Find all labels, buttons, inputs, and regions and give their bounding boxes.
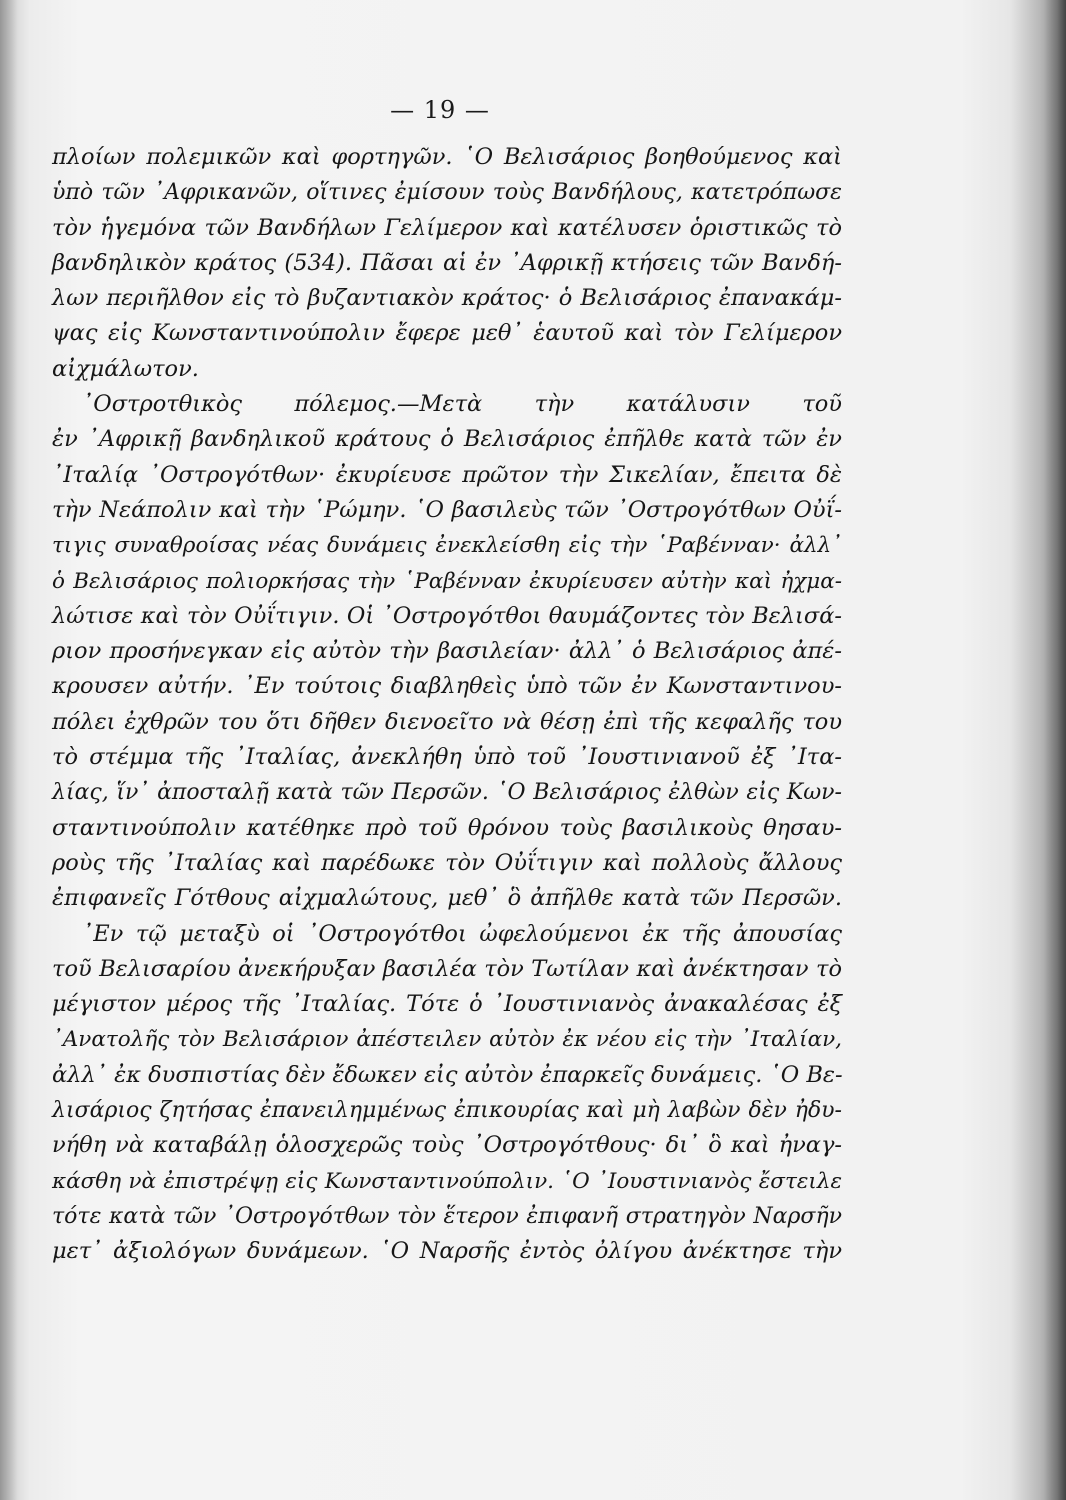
text-line: λίας, ἵν᾿ ἀποσταλῇ κατὰ τῶν Περσῶν. ῾Ο Βελισάριος ἐλθὼν εἰς Κων- [52,780,842,806]
text-line: πόλει ἐχθρῶν του ὅτι δῆθεν διενοεῖτο νὰ θέσῃ ἐπὶ τῆς κεφαλῆς του [52,708,842,735]
text-line: κρουσεν αὐτήν. ᾿Εν τούτοις διαβληθεὶς ὑπὸ τῶν ἐν Κωνσταντινου- [52,673,842,700]
text-line: ψας εἰς Κωνσταντινούπολιν ἔφερε μεθ᾿ ἑαυτοῦ καὶ τὸν Γελίμερον [52,320,842,347]
text-line: τὸ στέμμα τῆς ᾿Ιταλίας, ἀνεκλήθη ὑπὸ τοῦ ᾿Ιουστινιανοῦ ἐξ ᾿Ιτα- [52,744,842,771]
text-line: ᾿Ανατολῆς τὸν Βελισάριον ἀπέστειλεν αὐτὸν ἐκ νέου εἰς τὴν ᾿Ιταλίαν, [52,1027,842,1053]
text-line: ροὺς τῆς ᾿Ιταλίας καὶ παρέδωκε τὸν Οὐΐτιγιν καὶ πολλοὺς ἄλλους [52,849,842,876]
text-line: βανδηλικὸν κράτος (534). Πᾶσαι αἱ ἐν ᾿Αφρικῇ κτήσεις τῶν Βανδή- [52,249,842,276]
text-line: τότε κατὰ τῶν ᾿Οστρογότθων τὸν ἕτερον ἐπιφανῆ στρατηγὸν Ναρσῆν [52,1203,842,1229]
text-line: ριον προσήνεγκαν εἰς αὐτὸν τὴν βασιλείαν· ἀλλ᾿ ὁ Βελισάριος ἀπέ- [52,638,842,665]
text-line: ἀλλ᾿ ἐκ δυσπιστίας δὲν ἔδωκεν εἰς αὐτὸν ἐπαρκεῖς δυνάμεις. ῾Ο Βε- [52,1061,843,1088]
text-line: ᾿Ιταλίᾳ ᾿Οστρογότθων· ἐκυρίευσε πρῶτον τὴν Σικελίαν, ἔπειτα δὲ [52,461,842,488]
text-line: σταντινούπολιν κατέθηκε πρὸ τοῦ θρόνου τοὺς βασιλικοὺς θησαυ- [52,814,842,841]
body-text [52,140,842,1270]
text-line: τιγις συναθροίσας νέας δυνάμεις ἐνεκλείσθη εἰς τὴν ῾Ραβένναν· ἀλλ᾿ [52,533,842,559]
text-line: λισάριος ζητήσας ἐπανειλημμένως ἐπικουρίας καὶ μὴ λαβὼν δὲν ἠδυ- [52,1098,842,1124]
text-line: τὸν ἡγεμόνα τῶν Βανδήλων Γελίμερον καὶ κατέλυσεν ὁριστικῶς τὸ [52,214,842,241]
text-line: τὴν Νεάπολιν καὶ τὴν ῾Ρώμην. ῾Ο βασιλεὺς τῶν ᾿Οστρογότθων Οὐΐ- [52,496,842,523]
binding-shadow [0,0,18,1500]
section-heading-line: ᾿Οστροτθικὸς πόλεμος.—Μετὰ τὴν κατάλυσιν τοῦ [82,391,842,418]
text-line: ὑπὸ τῶν ᾿Αφρικανῶν, οἵτινες ἐμίσουν τοὺς Βανδήλους, κατετρόπωσε [52,180,842,206]
text-line: ᾿Εν τῷ μεταξὺ οἱ ᾿Οστρογότθοι ὠφελούμενοι ἐκ τῆς ἀπουσίας [82,920,842,947]
text-line: μετ᾿ ἀξιολόγων δυνάμεων. ῾Ο Ναρσῆς ἐντὸς ὀλίγου ἀνέκτησε τὴν [52,1238,842,1265]
text-line: πλοίων πολεμικῶν καὶ φορτηγῶν. ῾Ο Βελισάριος βοηθούμενος καὶ [52,144,842,170]
text-line: κάσθη νὰ ἐπιστρέψῃ εἰς Κωνσταντινούπολιν. ῾Ο ᾿Ιουστινιανὸς ἔστειλε [52,1168,842,1194]
page-number: — 19 — [390,96,490,124]
text-line: νήθη νὰ καταβάλῃ ὁλοσχερῶς τοὺς ᾿Οστρογότθους· δι᾿ ὃ καὶ ἠναγ- [52,1132,842,1159]
text-line: μέγιστον μέρος τῆς ᾿Ιταλίας. Τότε ὁ ᾿Ιουστινιανὸς ἀνακαλέσας ἐξ [52,991,842,1018]
page-edge-shadow [1044,0,1066,1500]
text-line: ἐν ᾿Αφρικῇ βανδηλικοῦ κράτους ὁ Βελισάριος ἐπῆλθε κατὰ τῶν ἐν [52,426,842,453]
text-line: ὁ Βελισάριος πολιορκήσας τὴν ῾Ραβένναν ἐκυρίευσεν αὐτὴν καὶ ἠχμα- [52,568,842,594]
text-line: τοῦ Βελισαρίου ἀνεκήρυξαν βασιλέα τὸν Τωτίλαν καὶ ἀνέκτησαν τὸ [52,955,842,982]
text-line: λων περιῆλθον εἰς τὸ βυζαντιακὸν κράτος· ὁ Βελισάριος ἐπανακάμ- [52,285,842,312]
text-line: ἐπιφανεῖς Γότθους αἰχμαλώτους, μεθ᾿ ὃ ἀπῆλθε κατὰ τῶν Περσῶν. [52,885,842,912]
text-line: αἰχμάλωτον. [52,355,199,382]
text-line: λώτισε καὶ τὸν Οὐΐτιγιν. Οἱ ᾿Οστρογότθοι θαυμάζοντες τὸν Βελισά- [52,602,842,629]
